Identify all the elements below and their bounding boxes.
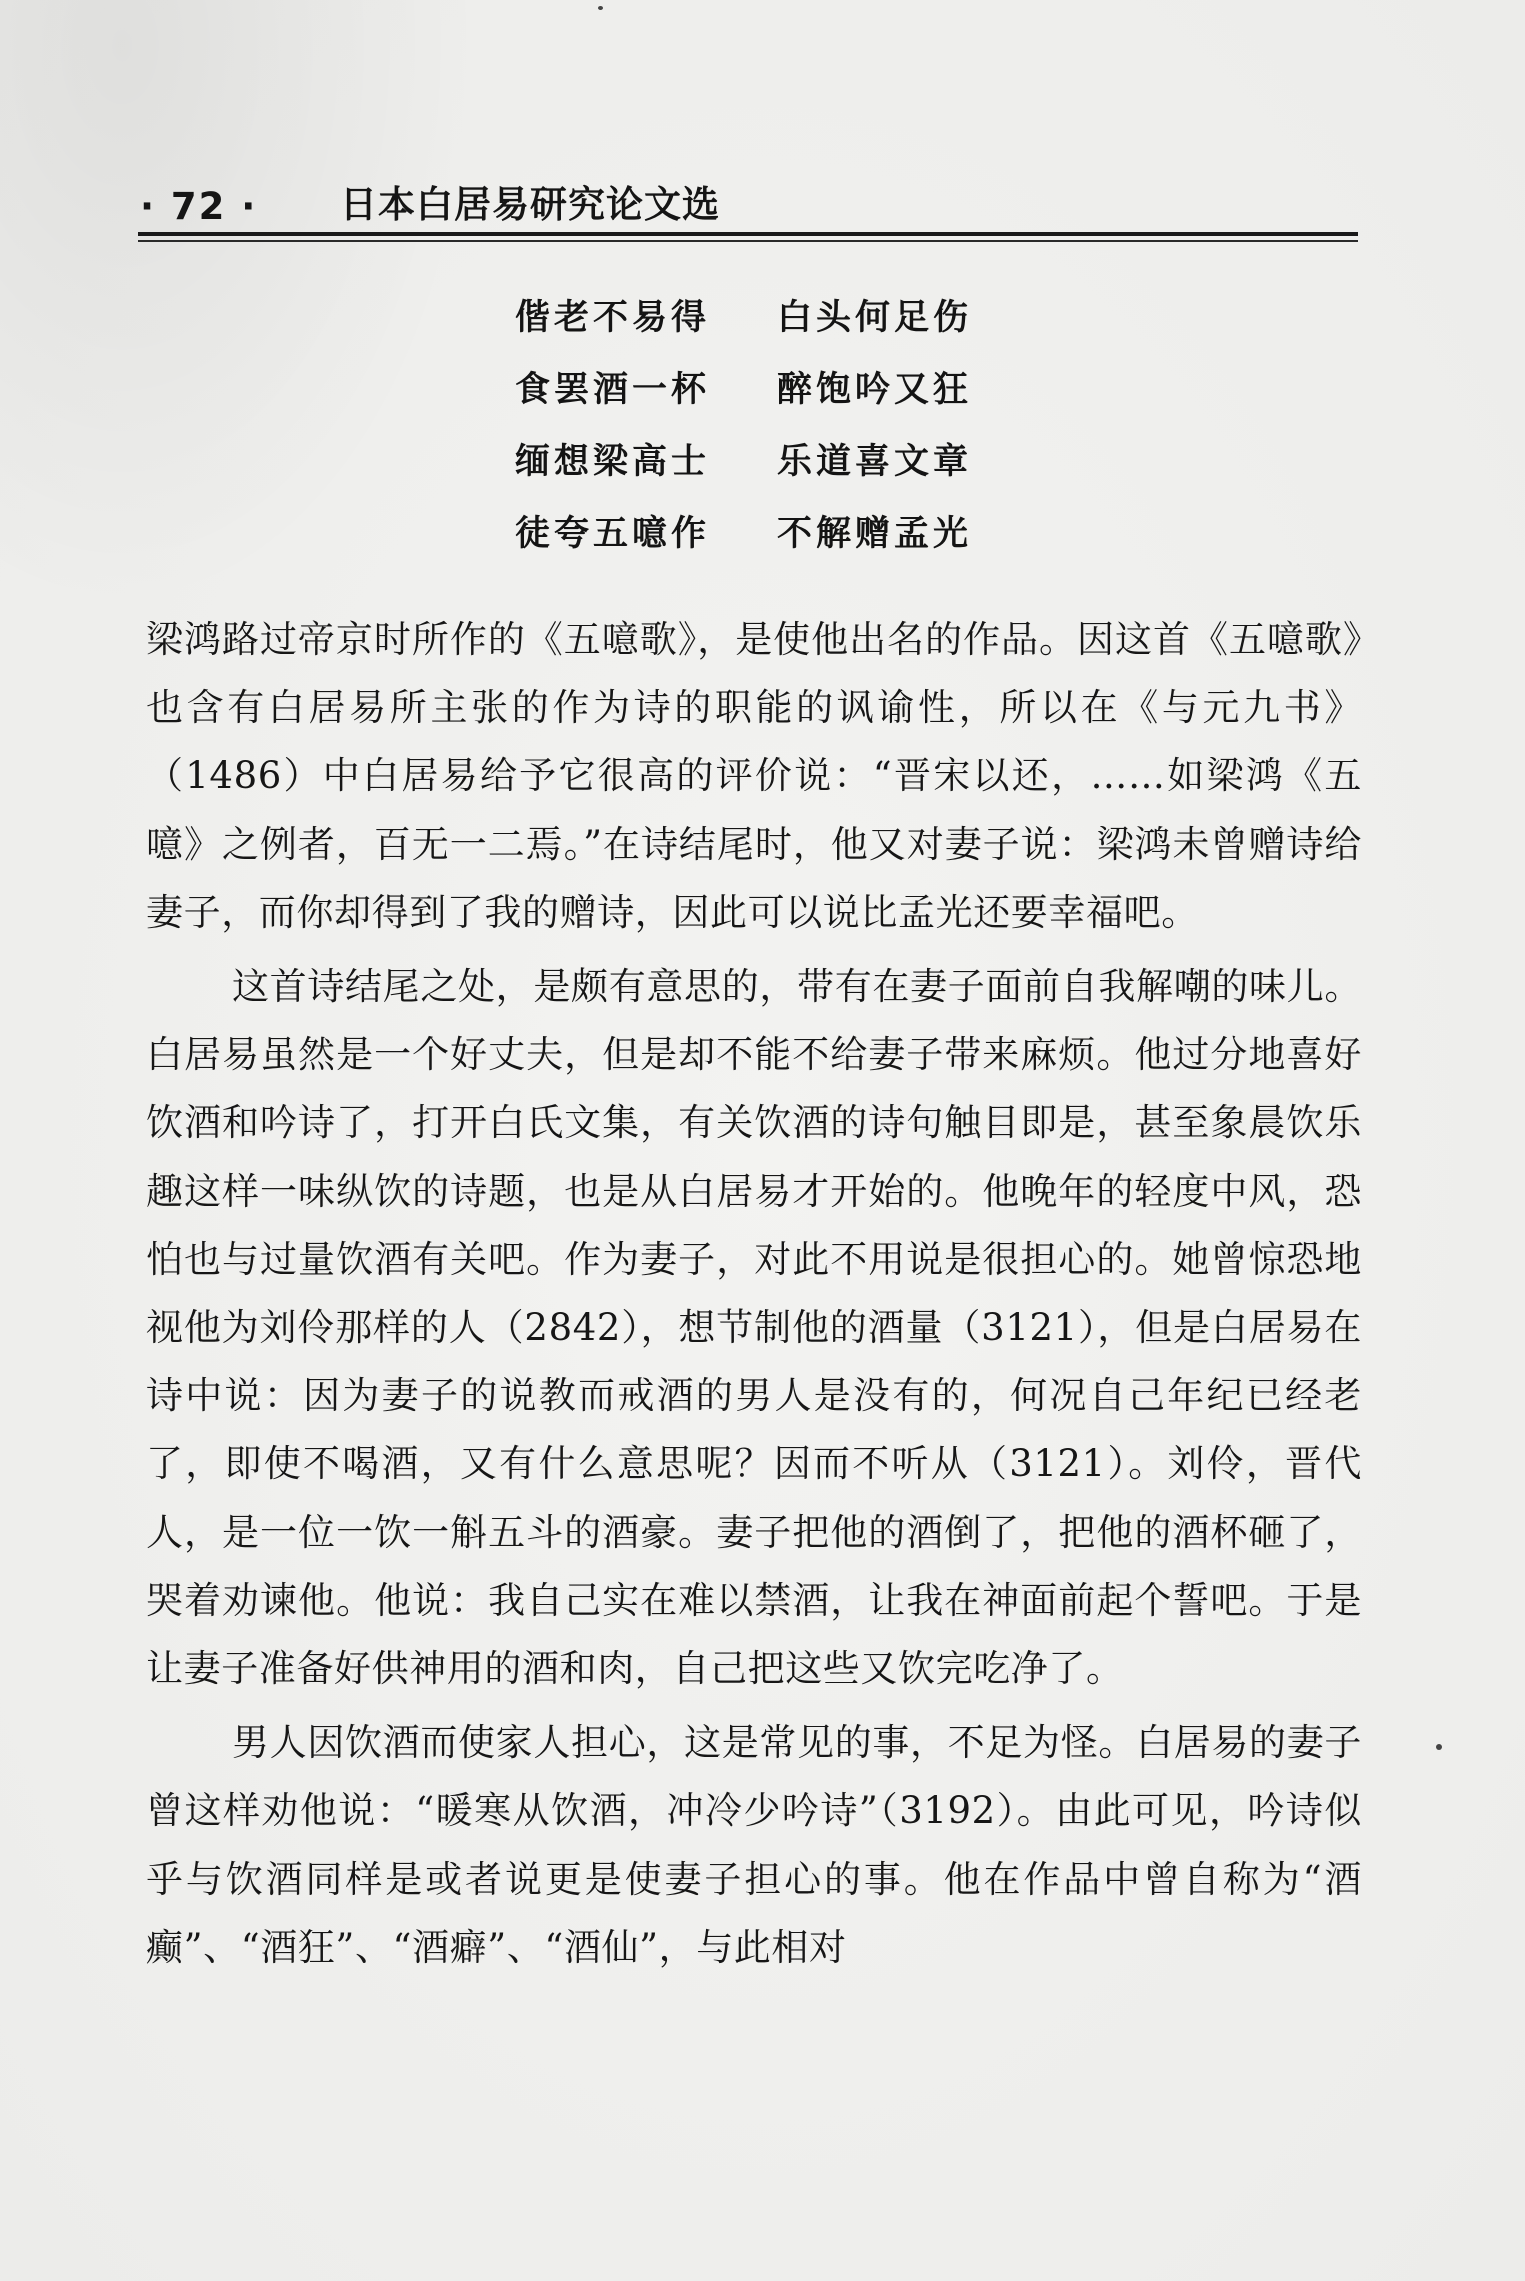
body-text bbox=[146, 606, 1362, 1988]
paragraph-2: 这首诗结尾之处，是颇有意思的，带有在妻子面前自我解嘲的味儿。白居易虽然是一个好丈夫，但是却不能不给妻子带来麻烦。他过分地喜好饮酒和吟诗了，打开白氏文集，有关饮酒的诗句触目即是，甚至象晨饮乐趣这样一味纵饮的诗题，也是从白居易才开始的。他晚年的轻度中风，恐怕也与过量饮酒有关吧。作为妻子，对此不用说是很担心的。她曾惊恐地视他为刘伶那样的人（2842），想节制他的酒量（3121），但是白居易在诗中说：因为妻子的说教而戒酒的男人是没有的，何况自己年纪已经老了，即使不喝酒，又有什么意思呢？因而不听从（3121）。刘伶，晋代人，是一位一饮一斛五斗的酒豪。妻子把他的酒倒了，把他的酒杯砸了，哭着劝谏他。他说：我自己实在难以禁酒，让我在神面前起个誓吧。于是让妻子准备好供神用的酒和肉，自己把这些又饮完吃净了。 bbox=[146, 965, 1362, 1691]
header-rule-thick bbox=[138, 232, 1358, 236]
paragraph-3: 男人因饮酒而使家人担心，这是常见的事，不足为怪。白居易的妻子曾这样劝他说：“暖寒从饮酒，冲冷少吟诗”（3192）。由此可见，吟诗似乎与饮酒同样是或者说更是使妻子担心的事。他在作品中曾自称为“酒癫”、“酒狂”、“酒癖”、“酒仙”，与此相对 bbox=[146, 1721, 1362, 1969]
poem-line bbox=[515, 426, 1115, 498]
poem-line bbox=[515, 282, 1115, 354]
paragraph-1: 梁鸿路过帝京时所作的《五噫歌》，是使他出名的作品。因这首《五噫歌》也含有白居易所主张的作为诗的职能的讽谕性，所以在《与元九书》（1486）中白居易给予它很高的评价说：“晋宋以还，……如梁鸿《五噫》之例者，百无一二焉。”在诗结尾时，他又对妻子说：梁鸿未曾赠诗给妻子，而你却得到了我的赠诗，因此可以说比孟光还要幸福吧。 bbox=[146, 618, 1362, 934]
poem-line bbox=[515, 498, 1115, 570]
book-title: 日本白居易研究论文选 bbox=[340, 183, 720, 226]
poem-hemistich-first: 缅想梁高士 bbox=[515, 441, 711, 482]
poem-hemistich-second: 不解赠孟光 bbox=[777, 513, 973, 554]
poem-hemistich-first: 偕老不易得 bbox=[515, 297, 711, 338]
header-rule-thin bbox=[138, 240, 1358, 242]
scan-speck bbox=[1436, 1744, 1442, 1750]
poem-hemistich-second: 白头何足伤 bbox=[777, 297, 973, 338]
running-header bbox=[140, 168, 1360, 228]
poem-hemistich-first: 徒夸五噫作 bbox=[515, 513, 711, 554]
scan-speck bbox=[598, 6, 603, 10]
poem-block bbox=[515, 282, 1115, 570]
poem-hemistich-first: 食罢酒一杯 bbox=[515, 369, 711, 410]
poem-line bbox=[515, 354, 1115, 426]
poem-hemistich-second: 醉饱吟又狂 bbox=[777, 369, 973, 410]
page-number: · 72 · bbox=[140, 185, 258, 228]
poem-hemistich-second: 乐道喜文章 bbox=[777, 441, 973, 482]
